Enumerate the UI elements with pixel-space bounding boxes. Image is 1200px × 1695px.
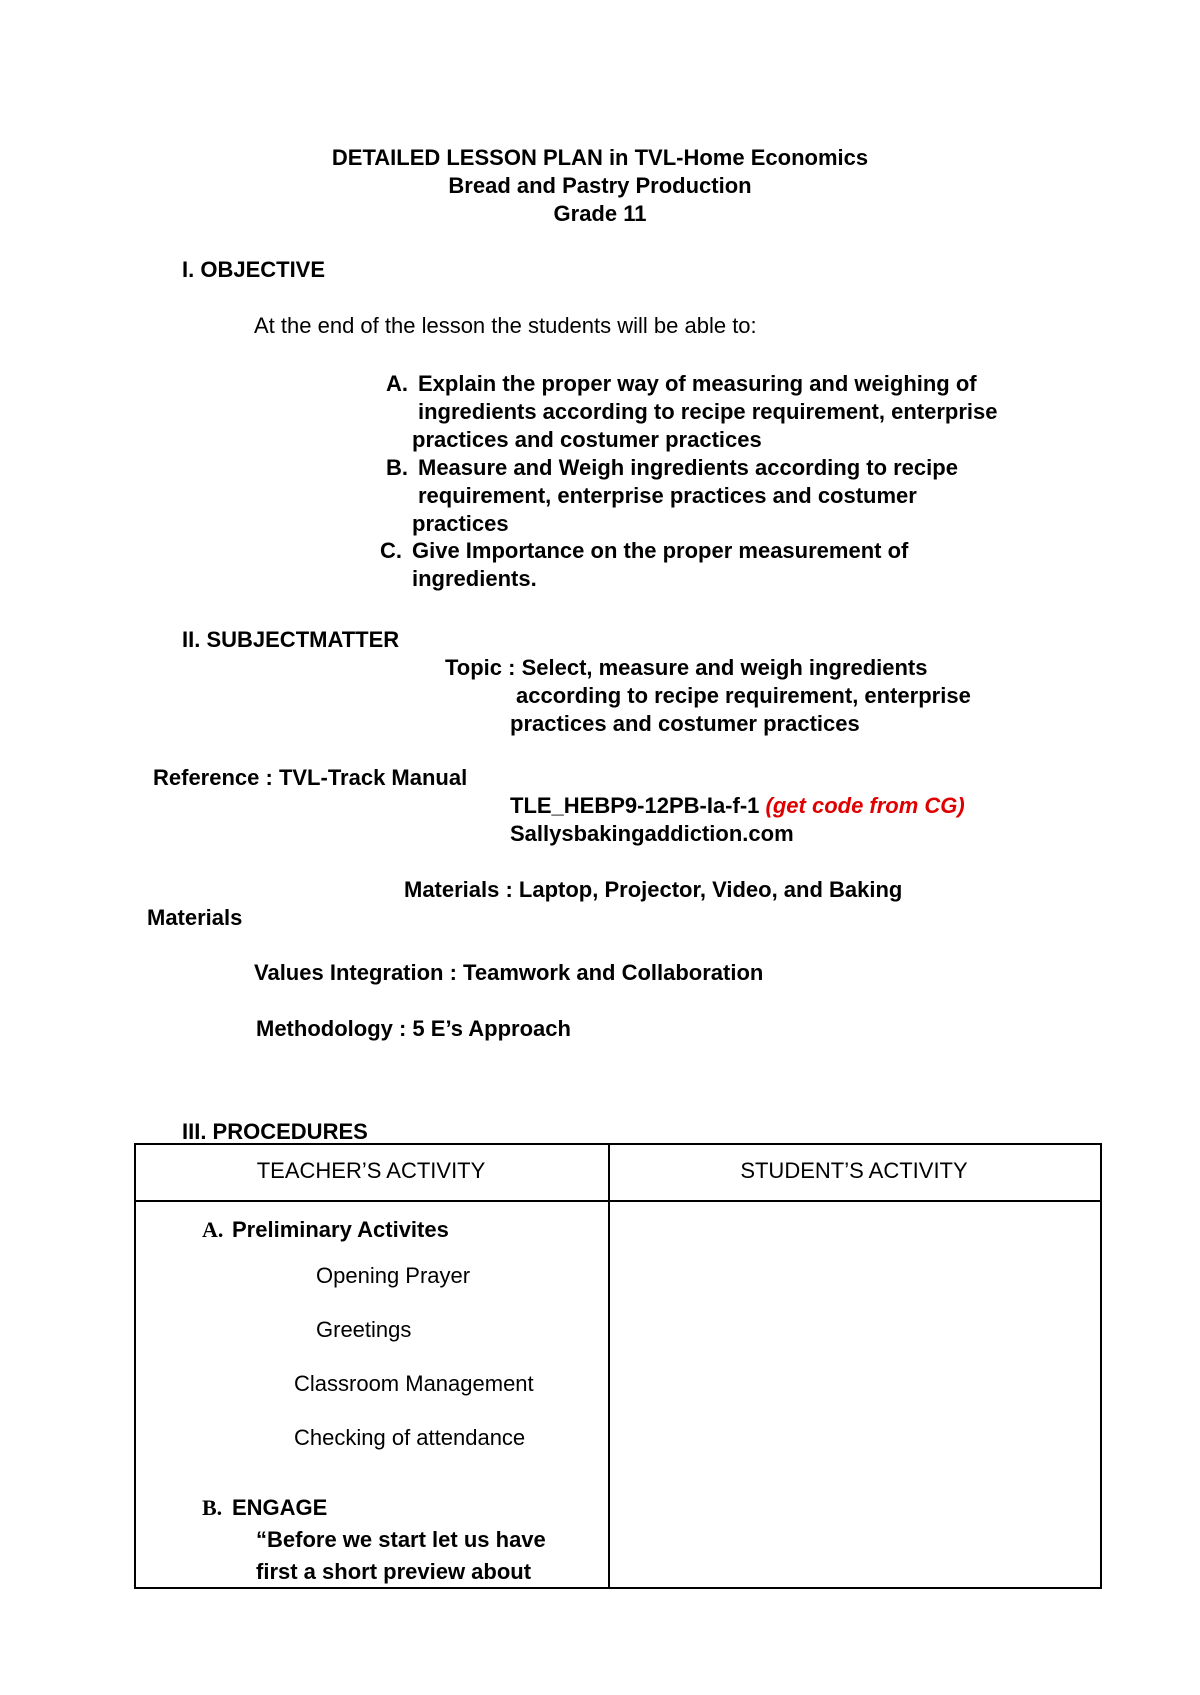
materials-line: Materials : Laptop, Projector, Video, and Baking xyxy=(404,877,903,902)
preliminary-title: Preliminary Activites xyxy=(232,1217,449,1242)
objective-c-line: Give Importance on the proper measurement of xyxy=(412,538,909,563)
student-activity-header: STUDENT’S ACTIVITY xyxy=(740,1158,968,1183)
section-b-marker: B. xyxy=(202,1495,223,1520)
competency-code: TLE_HEBP9-12PB-Ia-f-1 xyxy=(510,793,760,818)
teacher-activity-header: TEACHER’S ACTIVITY xyxy=(256,1158,486,1183)
doc-subtitle: Bread and Pastry Production xyxy=(448,173,752,198)
reference-label: Reference : TVL-Track Manual xyxy=(153,765,468,790)
preliminary-item: Greetings xyxy=(316,1317,412,1342)
objective-a-line: practices and costumer practices xyxy=(412,427,762,452)
subject-heading: II. SUBJECTMATTER xyxy=(182,627,400,652)
topic-line: practices and costumer practices xyxy=(510,711,860,736)
column-divider xyxy=(608,1145,610,1587)
procedures-heading: III. PROCEDURES xyxy=(182,1119,368,1144)
objective-intro: At the end of the lesson the students will be able to: xyxy=(254,313,757,338)
objective-c-marker: C. xyxy=(380,538,402,563)
objective-a-marker: A. xyxy=(386,371,408,396)
objective-c-line: ingredients. xyxy=(412,566,537,591)
competency-code-line xyxy=(510,792,965,820)
objective-b-marker: B. xyxy=(386,455,408,480)
topic-line: Topic : Select, measure and weigh ingredients xyxy=(445,655,928,680)
code-note: (get code from CG) xyxy=(765,793,965,818)
doc-grade: Grade 11 xyxy=(553,201,647,226)
methodology: Methodology : 5 E’s Approach xyxy=(256,1016,571,1041)
topic-line: according to recipe requirement, enterprise xyxy=(516,683,971,708)
header-divider xyxy=(136,1200,1100,1202)
section-a-marker: A. xyxy=(202,1217,224,1242)
engage-line: first a short preview about xyxy=(256,1559,532,1584)
preliminary-item: Checking of attendance xyxy=(294,1425,526,1450)
objective-heading: I. OBJECTIVE xyxy=(182,257,326,282)
objective-b-line: requirement, enterprise practices and costumer xyxy=(418,483,917,508)
objective-b-line: Measure and Weigh ingredients according to recipe xyxy=(418,455,958,480)
engage-title: ENGAGE xyxy=(232,1495,328,1520)
doc-title: DETAILED LESSON PLAN in TVL-Home Economics xyxy=(331,145,869,170)
materials-line: Materials xyxy=(147,905,243,930)
engage-line: “Before we start let us have xyxy=(256,1527,546,1552)
objective-a-line: Explain the proper way of measuring and weighing of xyxy=(418,371,977,396)
objective-b-line: practices xyxy=(412,511,509,536)
values-integration: Values Integration : Teamwork and Collaboration xyxy=(254,960,764,985)
preliminary-item: Classroom Management xyxy=(294,1371,534,1396)
reference-website: Sallysbakingaddiction.com xyxy=(510,821,794,846)
procedures-table xyxy=(134,1143,1102,1589)
objective-a-line: ingredients according to recipe requirement, enterprise xyxy=(418,399,998,424)
preliminary-item: Opening Prayer xyxy=(316,1263,471,1288)
